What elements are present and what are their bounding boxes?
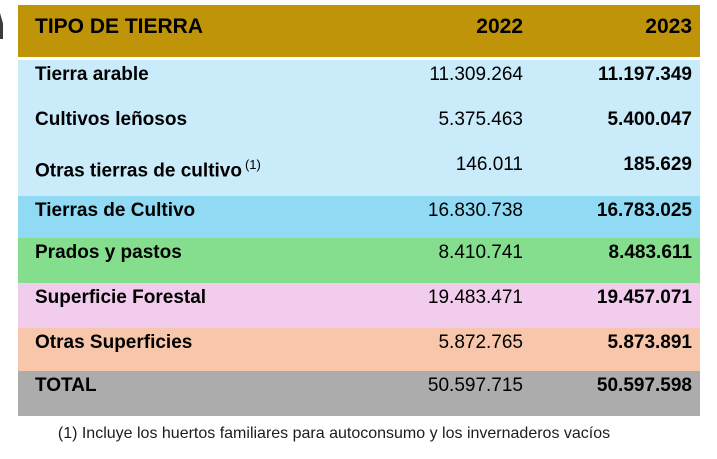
value-2022: 5.872.765	[438, 332, 523, 353]
value-2022: 11.309.264	[429, 64, 523, 85]
row-label	[18, 238, 305, 283]
row-label	[18, 60, 305, 105]
header-2023: 2023	[645, 15, 692, 38]
table-footnote: (1) Incluye los huertos familiares para autoconsumo y los invernaderos vacíos	[57, 425, 611, 442]
value-2023: 5.873.891	[607, 332, 692, 353]
row-label-text: Superficie Forestal	[35, 287, 207, 308]
value-2023: 16.783.025	[596, 200, 692, 221]
value-2022: 50.597.715	[427, 375, 523, 396]
header-tipo-de-tierra: TIPO DE TIERRA	[35, 15, 204, 38]
row-label	[18, 328, 305, 371]
table-row-superficie-forestal	[18, 283, 700, 328]
table-row-tierra-arable	[18, 60, 700, 105]
value-2023: 5.400.047	[607, 109, 692, 130]
value-2022: 146.011	[455, 154, 523, 175]
value-2022: 16.830.738	[427, 200, 523, 221]
row-label	[18, 371, 305, 416]
table-row-otras-tierras-de-cultivo	[18, 150, 700, 196]
table-row-otras-superficies	[18, 328, 700, 371]
table-row-prados-y-pastos	[18, 238, 700, 283]
value-2023: 50.597.598	[596, 375, 692, 396]
value-2023: 19.457.071	[596, 287, 692, 308]
table-header-row	[18, 5, 700, 57]
row-label	[18, 283, 305, 328]
value-2022: 8.410.741	[438, 242, 523, 263]
land-type-table	[18, 5, 700, 416]
footnote-marker: (1)	[244, 157, 261, 172]
table-row-total	[18, 371, 700, 416]
row-label	[18, 105, 305, 150]
header-2022: 2022	[476, 15, 523, 38]
row-label-text: Otras tierras de cultivo	[35, 160, 242, 182]
left-edge-artifact	[0, 13, 3, 39]
value-2023: 11.197.349	[597, 64, 692, 85]
table-row-tierras-de-cultivo	[18, 196, 700, 238]
row-label	[18, 196, 305, 238]
table-row-cultivos-lenosos	[18, 105, 700, 150]
row-label-text: Cultivos leñosos	[35, 109, 188, 130]
row-label-text: Otras Superficies	[35, 332, 193, 353]
row-label-text: Prados y pastos	[35, 242, 182, 263]
row-label-text: Tierra arable	[35, 64, 149, 85]
value-2023: 185.629	[623, 154, 692, 175]
value-2022: 19.483.471	[427, 287, 523, 308]
row-label-text: Tierras de Cultivo	[35, 200, 196, 221]
row-label-text: TOTAL	[35, 375, 97, 396]
value-2022: 5.375.463	[438, 109, 523, 130]
value-2023: 8.483.611	[608, 242, 692, 263]
row-label	[18, 150, 305, 196]
